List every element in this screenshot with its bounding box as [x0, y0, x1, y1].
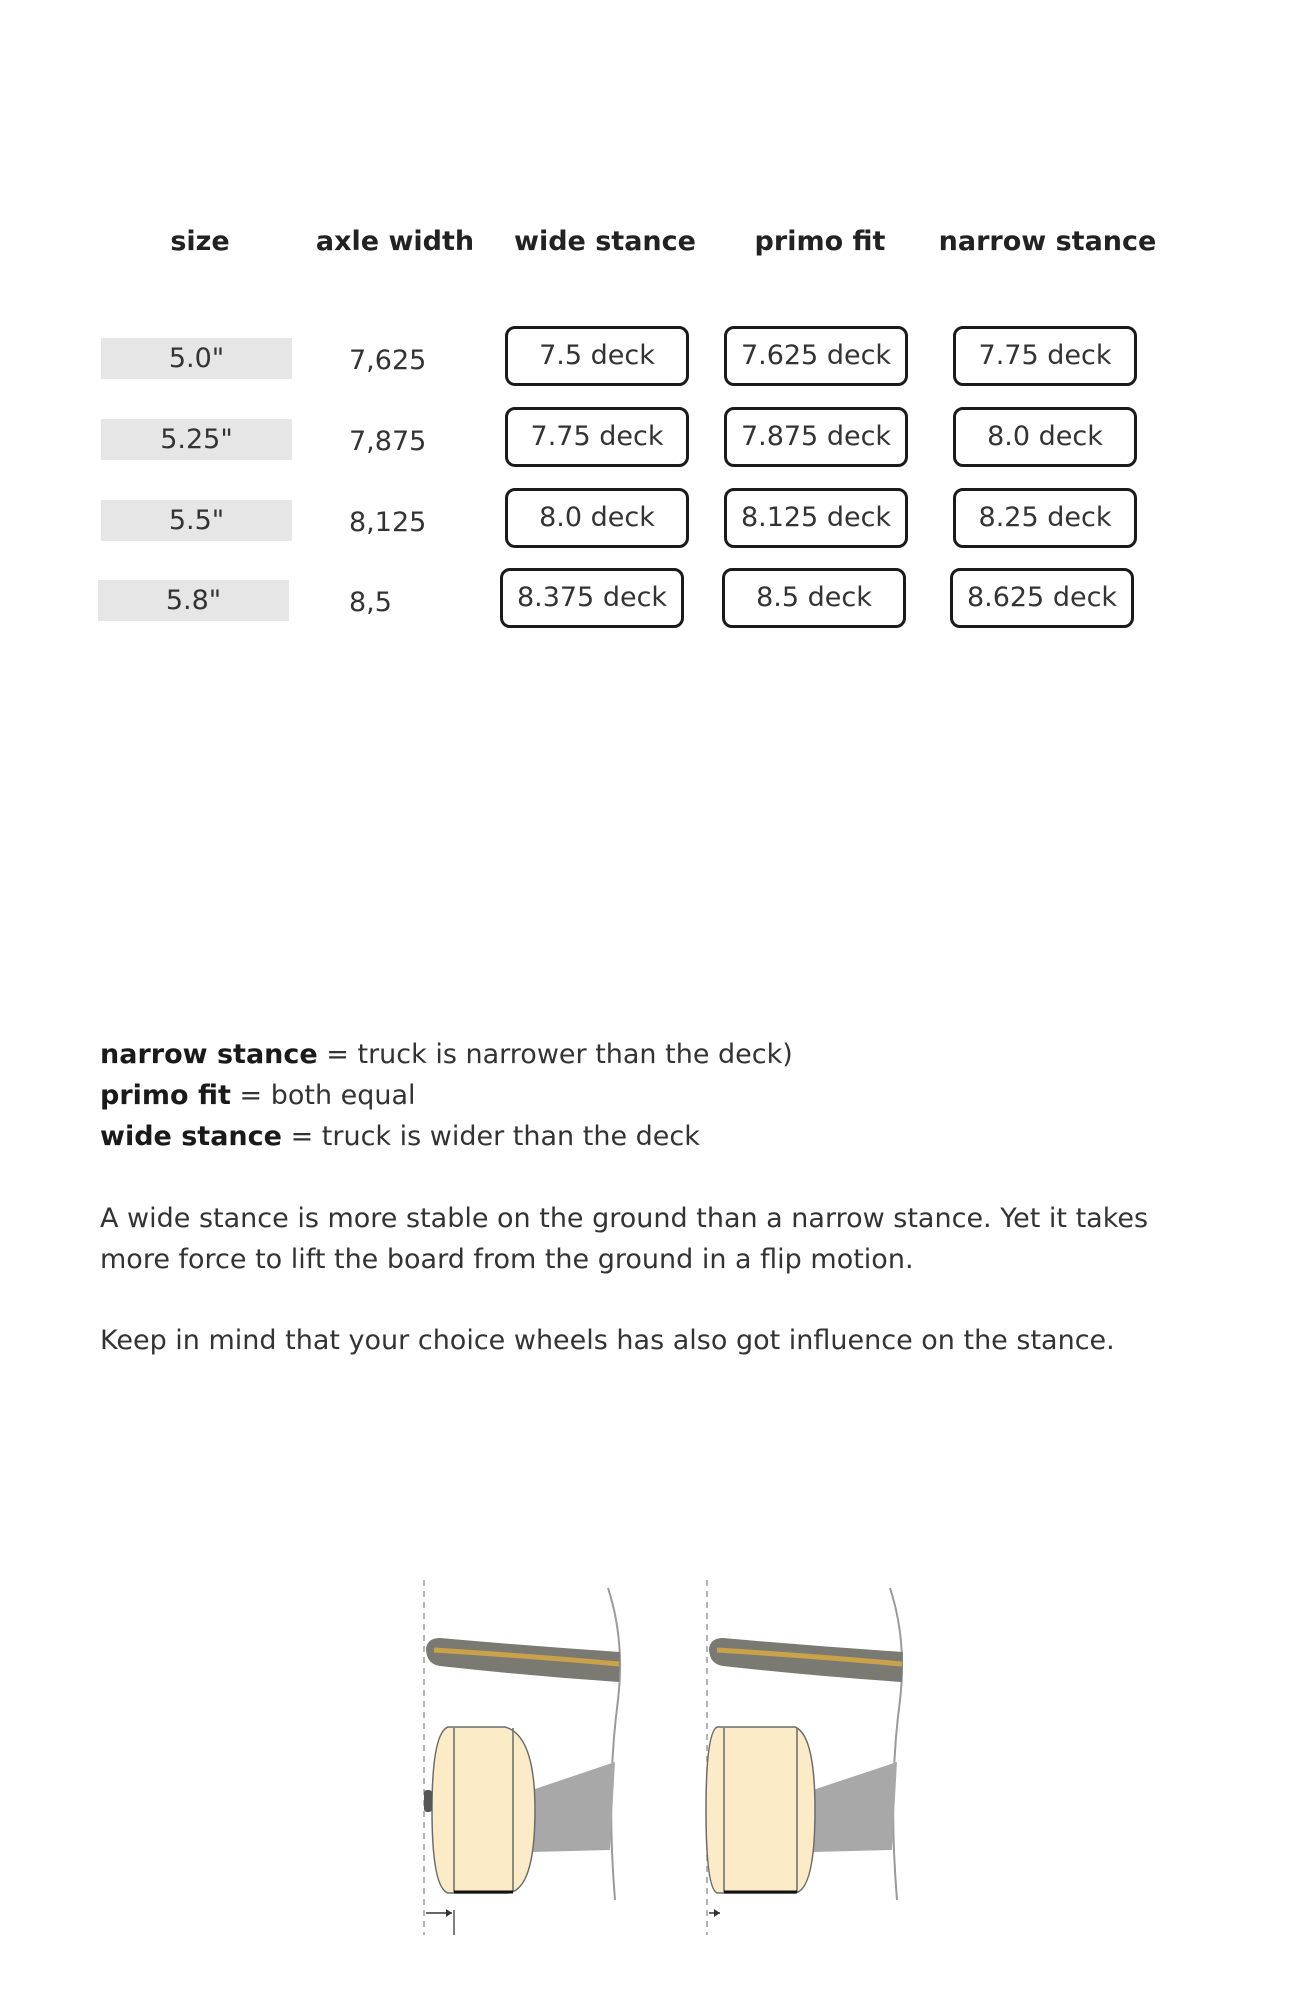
stability-paragraph: A wide stance is more stable on the ground than a narrow stance. Yet it takes more force to lift the board from the ground in a flip motion.	[100, 1203, 1149, 1275]
header-axle-width: axle width	[315, 226, 475, 257]
wide-stance-deck: 8.375 deck	[500, 568, 684, 628]
narrow-stance-illustration	[706, 1580, 903, 1935]
narrow-stance-deck: 8.25 deck	[953, 488, 1137, 548]
legend-wide-term: wide stance	[100, 1121, 282, 1152]
size-cell: 5.5"	[101, 500, 292, 541]
axle-width-cell: 7,875	[349, 426, 427, 457]
size-cell: 5.0"	[101, 338, 292, 379]
narrow-stance-deck: 7.75 deck	[953, 326, 1137, 386]
legend-wide-desc: = truck is wider than the deck	[281, 1121, 700, 1152]
axle-width-cell: 8,5	[349, 587, 392, 618]
size-cell: 5.8"	[98, 580, 289, 621]
axle-width-cell: 7,625	[349, 345, 427, 376]
primo-fit-deck: 8.5 deck	[722, 568, 906, 628]
wide-stance-deck: 8.0 deck	[505, 488, 689, 548]
axle-width-cell: 8,125	[349, 507, 427, 538]
primo-fit-deck: 8.125 deck	[724, 488, 908, 548]
header-narrow-stance: narrow stance	[938, 226, 1157, 257]
header-wide-stance: wide stance	[514, 226, 696, 257]
wide-stance-deck: 7.5 deck	[505, 326, 689, 386]
legend-narrow-desc: = truck is narrower than the deck)	[317, 1039, 793, 1070]
wide-stance-illustration	[424, 1580, 620, 1935]
legend-primo-term: primo fit	[100, 1080, 231, 1111]
header-primo-fit: primo fit	[754, 226, 886, 257]
primo-fit-deck: 7.625 deck	[724, 326, 908, 386]
narrow-stance-deck: 8.0 deck	[953, 407, 1137, 467]
wheels-paragraph: Keep in mind that your choice wheels has also got influence on the stance.	[100, 1325, 1115, 1356]
legend-primo-desc: = both equal	[230, 1080, 416, 1111]
size-cell: 5.25"	[101, 419, 292, 460]
narrow-stance-deck: 8.625 deck	[950, 568, 1134, 628]
primo-fit-deck: 7.875 deck	[724, 407, 908, 467]
wide-stance-deck: 7.75 deck	[505, 407, 689, 467]
legend-narrow-term: narrow stance	[100, 1039, 318, 1070]
header-size: size	[170, 226, 230, 257]
